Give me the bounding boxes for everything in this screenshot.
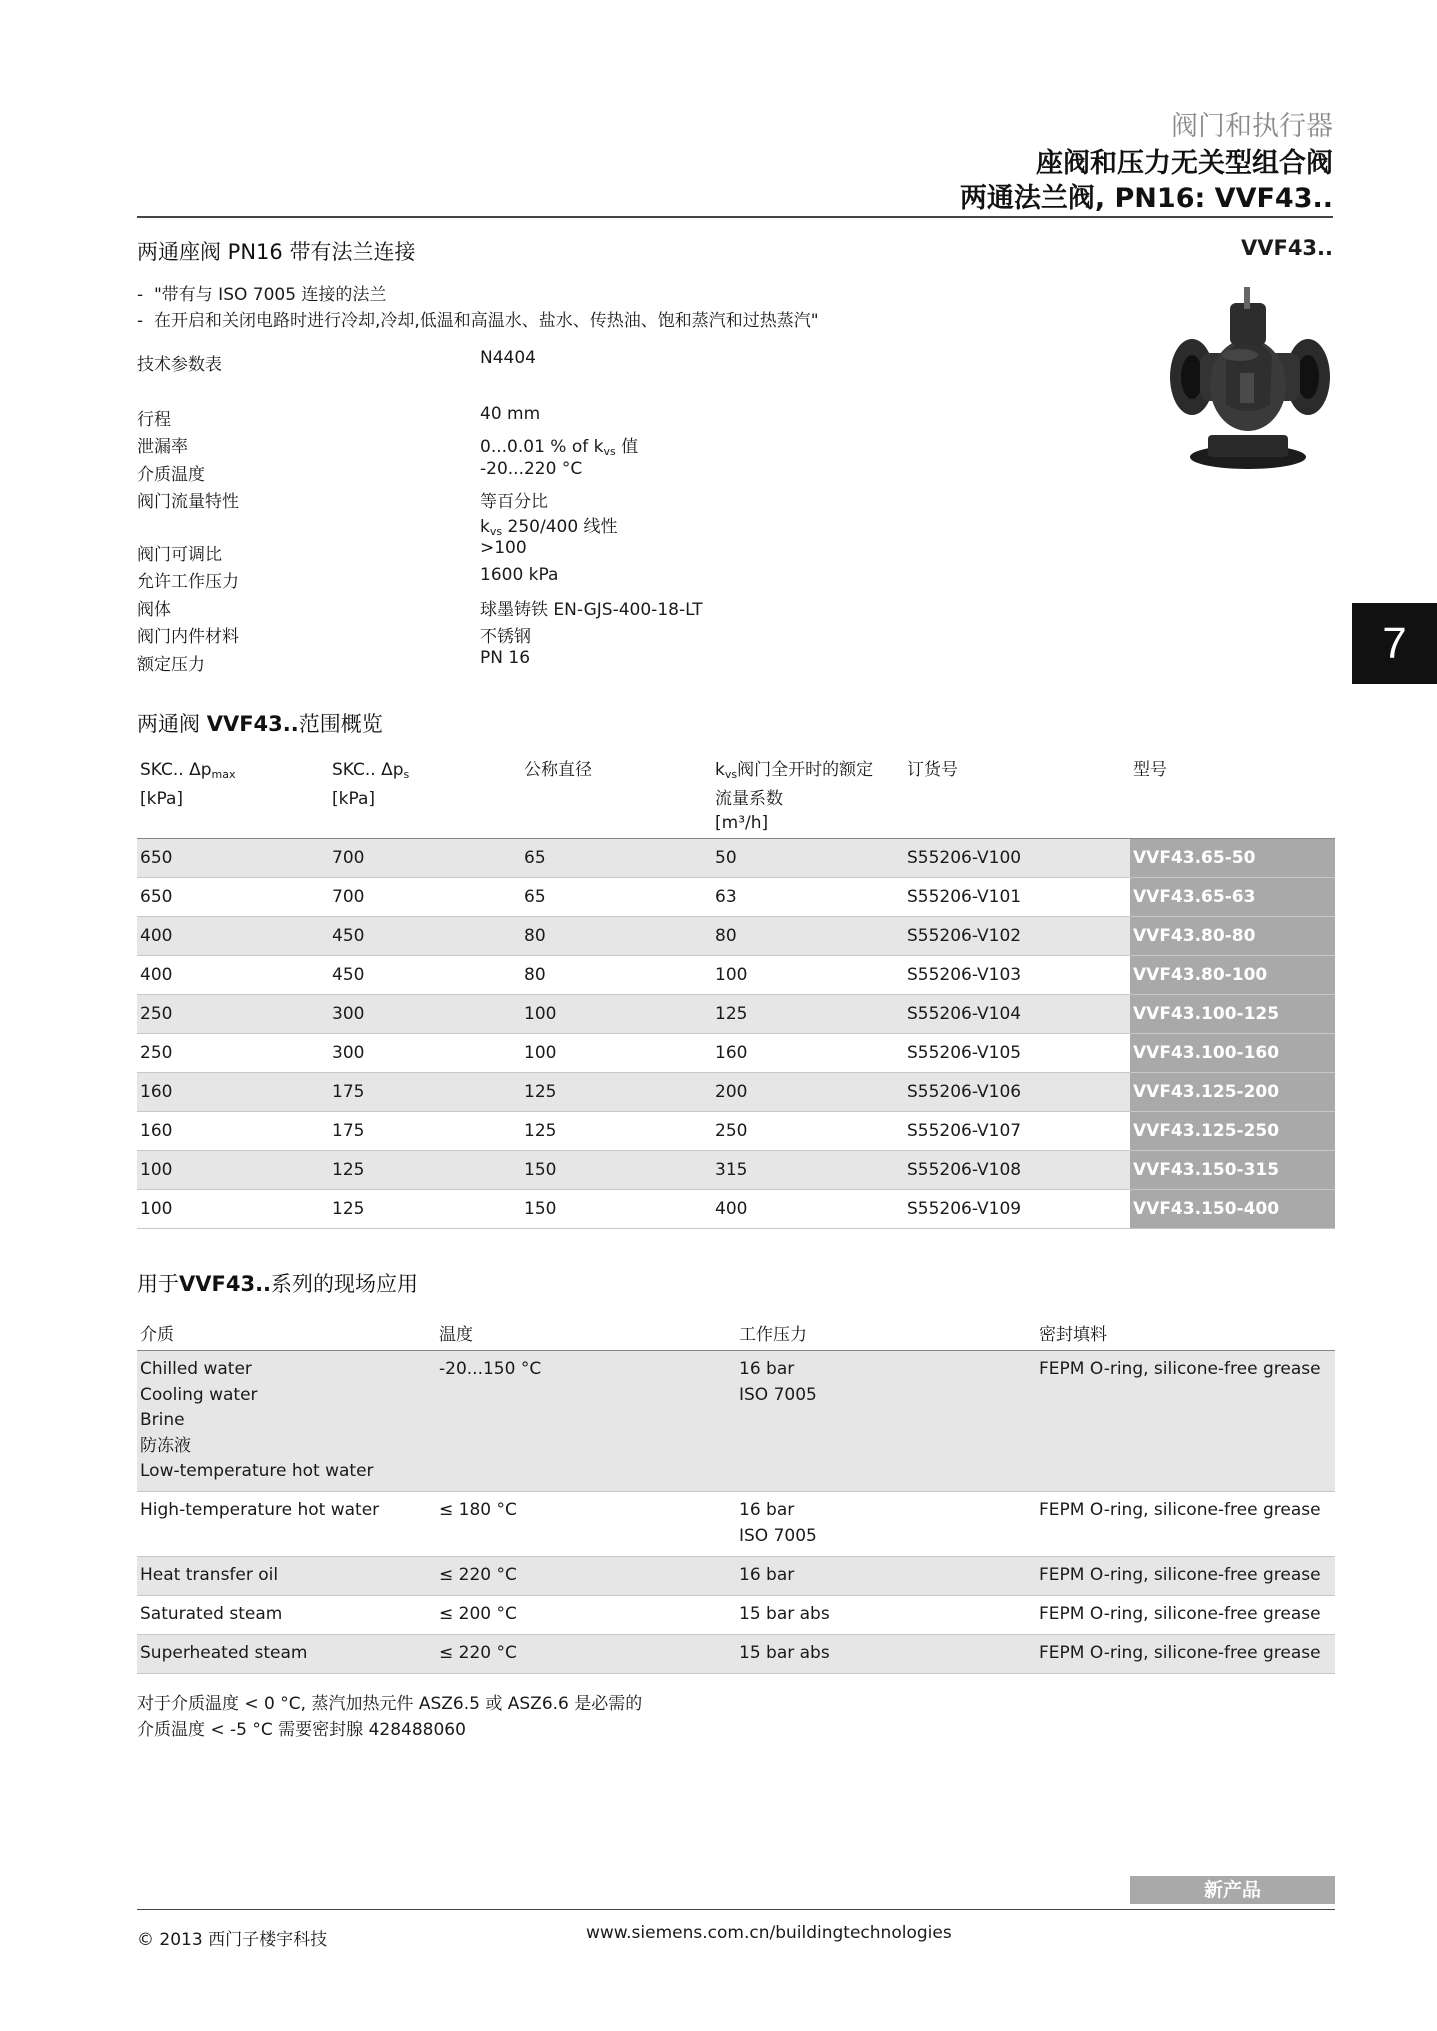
cell-temperature: ≤ 220 °C xyxy=(439,1565,517,1585)
footer-url[interactable]: www.siemens.com.cn/buildingtechnologies xyxy=(586,1923,952,1943)
cell-dps: 175 xyxy=(332,1121,365,1141)
cell-temperature: ≤ 220 °C xyxy=(439,1643,517,1663)
cell-type: VVF43.150-315 xyxy=(1130,1151,1335,1189)
cell-order-number: S55206-V108 xyxy=(907,1160,1022,1180)
cell-type: VVF43.80-100 xyxy=(1130,956,1335,994)
note-line: 介质温度 < -5 °C 需要密封腺 428488060 xyxy=(137,1720,466,1740)
spec-value: PN 16 xyxy=(480,648,531,668)
spec-value: 等百分比 xyxy=(480,492,548,512)
spec-label: 阀门可调比 xyxy=(137,545,222,565)
table-row xyxy=(137,1073,1335,1112)
section-title: 两通座阀 PN16 带有法兰连接 xyxy=(137,240,416,264)
cell-medium: Chilled water Cooling water Brine 防冻液 Low-temperature hot water xyxy=(140,1359,374,1481)
cell-dn: 80 xyxy=(524,926,546,946)
cell-dps: 125 xyxy=(332,1199,365,1219)
col-header-temp: 温度 xyxy=(439,1325,473,1345)
table-row xyxy=(137,1112,1335,1151)
bullet-item: - 在开启和关闭电路时进行冷却,冷却,低温和高温水、盐水、传热油、饱和蒸汽和过热蒸汽" xyxy=(137,311,819,331)
cell-pressure: 15 bar abs xyxy=(739,1604,830,1624)
cell-order-number: S55206-V109 xyxy=(907,1199,1022,1219)
cell-medium: Heat transfer oil xyxy=(140,1565,279,1585)
cell-kvs: 63 xyxy=(715,887,737,907)
table1-title: 两通阀 VVF43..范围概览 xyxy=(137,712,383,736)
cell-dpmax: 160 xyxy=(140,1121,173,1141)
cell-order-number: S55206-V105 xyxy=(907,1043,1022,1063)
spec-label: 阀门流量特性 xyxy=(137,492,239,512)
cell-dpmax: 400 xyxy=(140,965,173,985)
cell-dpmax: 650 xyxy=(140,848,173,868)
cell-order-number: S55206-V104 xyxy=(907,1004,1022,1024)
col-header-order: 订货号 xyxy=(907,760,958,780)
cell-seal: FEPM O-ring, silicone-free grease xyxy=(1039,1643,1321,1663)
spec-value: 1600 kPa xyxy=(480,565,559,585)
cell-order-number: S55206-V103 xyxy=(907,965,1022,985)
table2-title: 用于VVF43..系列的现场应用 xyxy=(137,1272,419,1296)
cell-dpmax: 250 xyxy=(140,1004,173,1024)
table-row xyxy=(137,1151,1335,1190)
spec-label: 介质温度 xyxy=(137,465,205,485)
cell-kvs: 50 xyxy=(715,848,737,868)
cell-medium: Superheated steam xyxy=(140,1643,308,1663)
col-header-dps: SKC.. $\Delta p_s$ [kPa] xyxy=(332,760,410,809)
bullet-item: - "带有与 ISO 7005 连接的法兰 xyxy=(137,285,387,305)
cell-type: VVF43.125-200 xyxy=(1130,1073,1335,1111)
cell-dn: 125 xyxy=(524,1121,557,1141)
cell-type: VVF43.150-400 xyxy=(1130,1190,1335,1228)
table-row xyxy=(137,917,1335,956)
field-application-table xyxy=(137,1320,1335,1674)
cell-order-number: S55206-V106 xyxy=(907,1082,1022,1102)
cell-pressure: 15 bar abs xyxy=(739,1643,830,1663)
spec-label: 额定压力 xyxy=(137,655,205,675)
table-row xyxy=(137,1190,1335,1229)
cell-pressure: 16 bar xyxy=(739,1565,795,1585)
cell-order-number: S55206-V100 xyxy=(907,848,1022,868)
cell-medium: High-temperature hot water xyxy=(140,1500,380,1520)
spec-value: 不锈钢 xyxy=(480,627,531,647)
spec-label: 阀体 xyxy=(137,600,171,620)
cell-kvs: 200 xyxy=(715,1082,748,1102)
cell-dps: 300 xyxy=(332,1004,365,1024)
spec-value: N4404 xyxy=(480,348,536,368)
cell-dn: 125 xyxy=(524,1082,557,1102)
table-header xyxy=(137,1320,1335,1351)
table-row xyxy=(137,1034,1335,1073)
cell-temperature: ≤ 180 °C xyxy=(439,1500,517,1520)
table-row xyxy=(137,878,1335,917)
col-header-seal: 密封填料 xyxy=(1039,1325,1107,1345)
table-header xyxy=(137,758,1335,839)
col-header-medium: 介质 xyxy=(140,1325,174,1345)
footer-divider xyxy=(137,1909,1335,1910)
cell-seal: FEPM O-ring, silicone-free grease xyxy=(1039,1604,1321,1624)
cell-seal: FEPM O-ring, silicone-free grease xyxy=(1039,1565,1321,1585)
cell-dps: 700 xyxy=(332,848,365,868)
spec-value: $k_{vs}$ 250/400 线性 xyxy=(480,517,618,538)
table-row xyxy=(137,839,1335,878)
cell-kvs: 80 xyxy=(715,926,737,946)
table-row xyxy=(137,1557,1335,1596)
cell-type: VVF43.100-160 xyxy=(1130,1034,1335,1072)
cell-dn: 100 xyxy=(524,1043,557,1063)
cell-dps: 450 xyxy=(332,926,365,946)
cell-type: VVF43.125-250 xyxy=(1130,1112,1335,1150)
table-body xyxy=(137,839,1335,1229)
col-header-dpmax: SKC.. $\Delta p_{max}$ [kPa] xyxy=(140,760,236,809)
note-line: 对于介质温度 < 0 °C, 蒸汽加热元件 ASZ6.5 或 ASZ6.6 是必需的 xyxy=(137,1694,643,1714)
cell-dpmax: 100 xyxy=(140,1160,173,1180)
cell-order-number: S55206-V107 xyxy=(907,1121,1022,1141)
cell-temperature: ≤ 200 °C xyxy=(439,1604,517,1624)
spec-value: -20...220 °C xyxy=(480,459,583,479)
spec-value: 0...0.01 % of $k_{vs}$ 值 xyxy=(480,437,639,458)
spec-label: 阀门内件材料 xyxy=(137,627,239,647)
cell-dn: 65 xyxy=(524,887,546,907)
cell-seal: FEPM O-ring, silicone-free grease xyxy=(1039,1500,1321,1520)
cell-kvs: 315 xyxy=(715,1160,748,1180)
table-row xyxy=(137,956,1335,995)
cell-pressure: 16 bar ISO 7005 xyxy=(739,1500,817,1546)
cell-type: VVF43.80-80 xyxy=(1130,917,1335,955)
cell-seal: FEPM O-ring, silicone-free grease xyxy=(1039,1359,1321,1379)
col-header-type: 型号 xyxy=(1133,760,1167,780)
spec-label: 技术参数表 xyxy=(137,355,222,375)
cell-dn: 65 xyxy=(524,848,546,868)
new-product-badge: 新产品 xyxy=(1130,1876,1335,1904)
spec-value: >100 xyxy=(480,538,527,558)
cell-dps: 125 xyxy=(332,1160,365,1180)
table-row xyxy=(137,1492,1335,1557)
cell-type: VVF43.100-125 xyxy=(1130,995,1335,1033)
cell-dps: 450 xyxy=(332,965,365,985)
model-label: VVF43.. xyxy=(1240,236,1333,260)
table-row xyxy=(137,1351,1335,1492)
cell-dpmax: 160 xyxy=(140,1082,173,1102)
col-header-kvs: $k_{vs}$阀门全开时的额定 流量系数 [m³/h] xyxy=(715,760,874,833)
cell-dpmax: 400 xyxy=(140,926,173,946)
cell-dps: 175 xyxy=(332,1082,365,1102)
page-title-line1: 座阀和压力无关型组合阀 xyxy=(1036,148,1333,179)
cell-medium: Saturated steam xyxy=(140,1604,283,1624)
spec-value: 球墨铸铁 EN-GJS-400-18-LT xyxy=(480,600,703,620)
cell-kvs: 160 xyxy=(715,1043,748,1063)
footer-copyright: © 2013 西门子楼宇科技 xyxy=(137,1930,328,1950)
cell-dn: 80 xyxy=(524,965,546,985)
cell-kvs: 250 xyxy=(715,1121,748,1141)
cell-dn: 100 xyxy=(524,1004,557,1024)
spec-label: 泄漏率 xyxy=(137,437,188,457)
table-row xyxy=(137,1596,1335,1635)
cell-kvs: 100 xyxy=(715,965,748,985)
cell-order-number: S55206-V101 xyxy=(907,887,1022,907)
spec-value: 40 mm xyxy=(480,404,541,424)
cell-order-number: S55206-V102 xyxy=(907,926,1022,946)
col-header-dn: 公称直径 xyxy=(524,760,592,780)
cell-type: VVF43.65-50 xyxy=(1130,839,1335,877)
spec-label: 允许工作压力 xyxy=(137,572,239,592)
range-overview-table xyxy=(137,758,1335,1229)
cell-dpmax: 100 xyxy=(140,1199,173,1219)
cell-dpmax: 650 xyxy=(140,887,173,907)
cell-dpmax: 250 xyxy=(140,1043,173,1063)
cell-pressure: 16 bar ISO 7005 xyxy=(739,1359,817,1405)
col-header-pressure: 工作压力 xyxy=(739,1325,807,1345)
cell-dps: 300 xyxy=(332,1043,365,1063)
cell-dn: 150 xyxy=(524,1199,557,1219)
cell-temperature: -20...150 °C xyxy=(439,1359,542,1379)
cell-kvs: 400 xyxy=(715,1199,748,1219)
spec-label: 行程 xyxy=(137,410,171,430)
table-row xyxy=(137,995,1335,1034)
cell-dps: 700 xyxy=(332,887,365,907)
cell-dn: 150 xyxy=(524,1160,557,1180)
chapter-tab: 7 xyxy=(1352,603,1437,684)
category-label: 阀门和执行器 xyxy=(1171,111,1333,142)
table-row xyxy=(137,1635,1335,1674)
cell-type: VVF43.65-63 xyxy=(1130,878,1335,916)
header-divider xyxy=(137,216,1333,218)
valve-product-image xyxy=(1160,285,1335,475)
cell-kvs: 125 xyxy=(715,1004,748,1024)
page-title-line2: 两通法兰阀, PN16: VVF43.. xyxy=(959,183,1333,214)
table-body xyxy=(137,1351,1335,1674)
